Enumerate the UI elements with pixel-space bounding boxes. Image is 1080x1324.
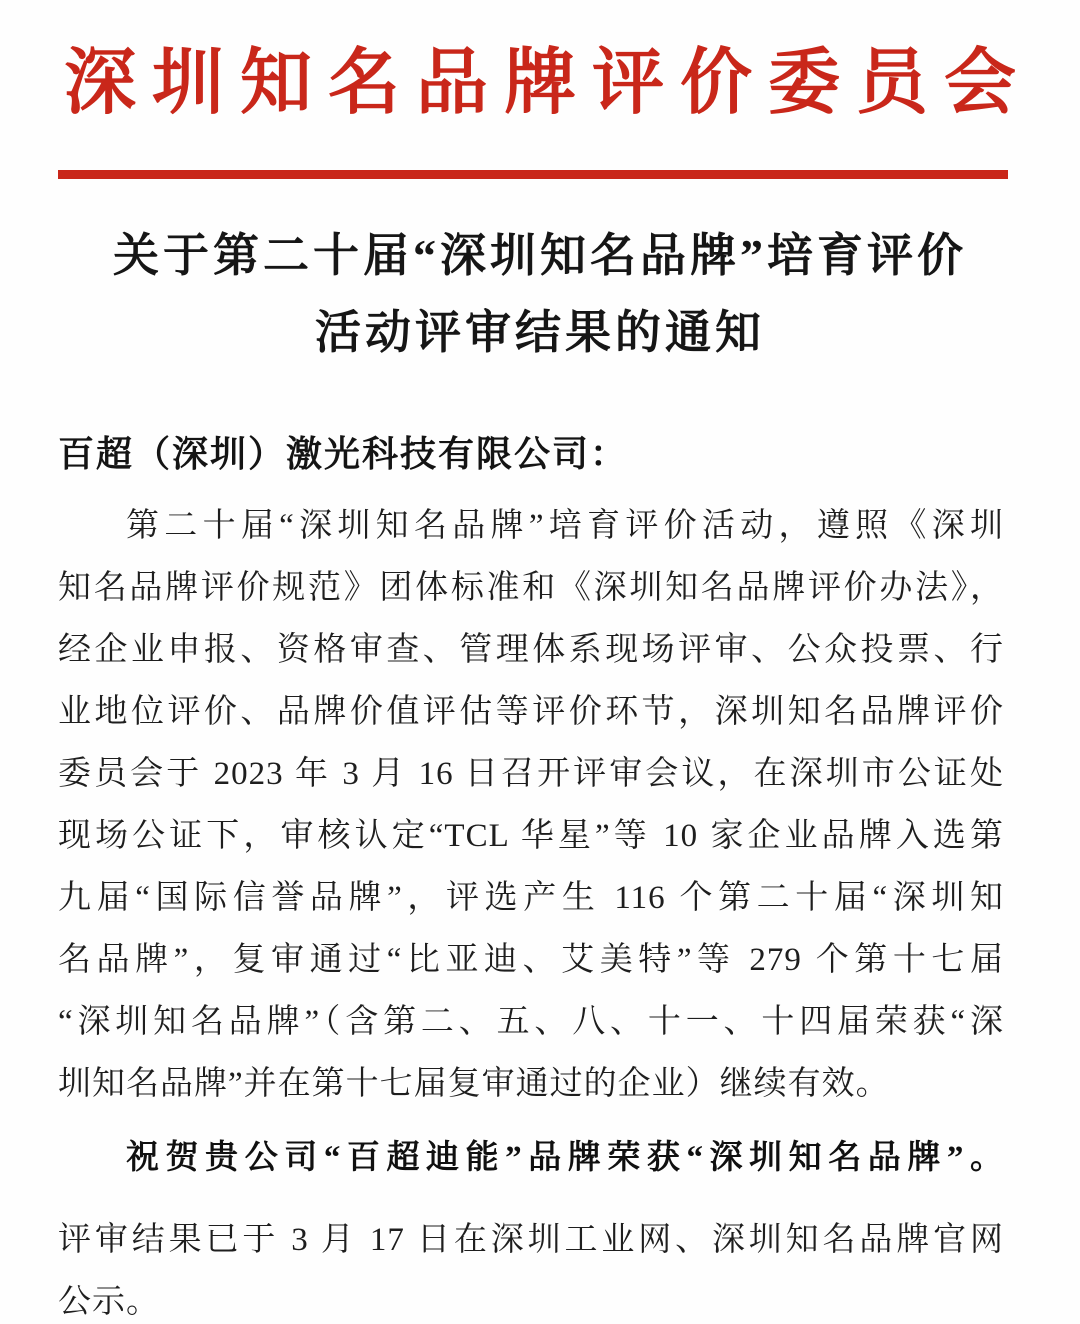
body-text-line: 委员会于 2023 年 3 月 16 日召开评审会议，在深圳市公证处	[58, 756, 1004, 792]
document-title	[0, 217, 1080, 371]
body-paragraph-main	[58, 495, 1004, 1115]
letterhead-divider-rule	[58, 170, 1008, 179]
body-text-line: 名品牌”，复审通过“比亚迪、艾美特”等 279 个第十七届	[58, 942, 1004, 978]
document-title-line2: 活动评审结果的通知	[315, 307, 765, 358]
body-paragraph-closing	[58, 1209, 1004, 1324]
body-text-line: 知名品牌评价规范》团体标准和《深圳知名品牌评价办法》，	[58, 570, 1004, 606]
body-text-line: 现场公证下，审核认定“TCL 华星”等 10 家企业品牌入选第	[58, 818, 1004, 854]
body-text-line: 经企业申报、资格审查、管理体系现场评审、公众投票、行	[58, 632, 1004, 668]
body-text-line: 业地位评价、品牌价值评估等评价环节，深圳知名品牌评价	[58, 694, 1004, 730]
letterhead-committee-name: 深圳知名品牌评价委员会	[63, 43, 1032, 123]
body-text-line: 九届“国际信誉品牌”，评选产生 116 个第二十届“深圳知	[58, 880, 1004, 916]
body-text-line: 公示。	[58, 1284, 160, 1320]
body-text-line: 评审结果已于 3 月 17 日在深圳工业网、深圳知名品牌官网	[58, 1222, 1004, 1258]
body-text-line: 第二十届“深圳知名品牌”培育评价活动，遵照《深圳	[126, 508, 1004, 544]
congratulations-sentence: 祝贺贵公司“百超迪能”品牌荣获“深圳知名品牌”。	[126, 1140, 1005, 1176]
document-title-line1: 关于第二十届“深圳知名品牌”培育评价	[113, 230, 967, 281]
body-text-line: “深圳知名品牌”（含第二、五、八、十一、十四届荣获“深	[58, 1004, 1004, 1040]
body-text-line: 圳知名品牌”并在第十七届复审通过的企业）继续有效。	[58, 1066, 890, 1102]
recipient-salutation: 百超（深圳）激光科技有限公司：	[58, 434, 629, 474]
